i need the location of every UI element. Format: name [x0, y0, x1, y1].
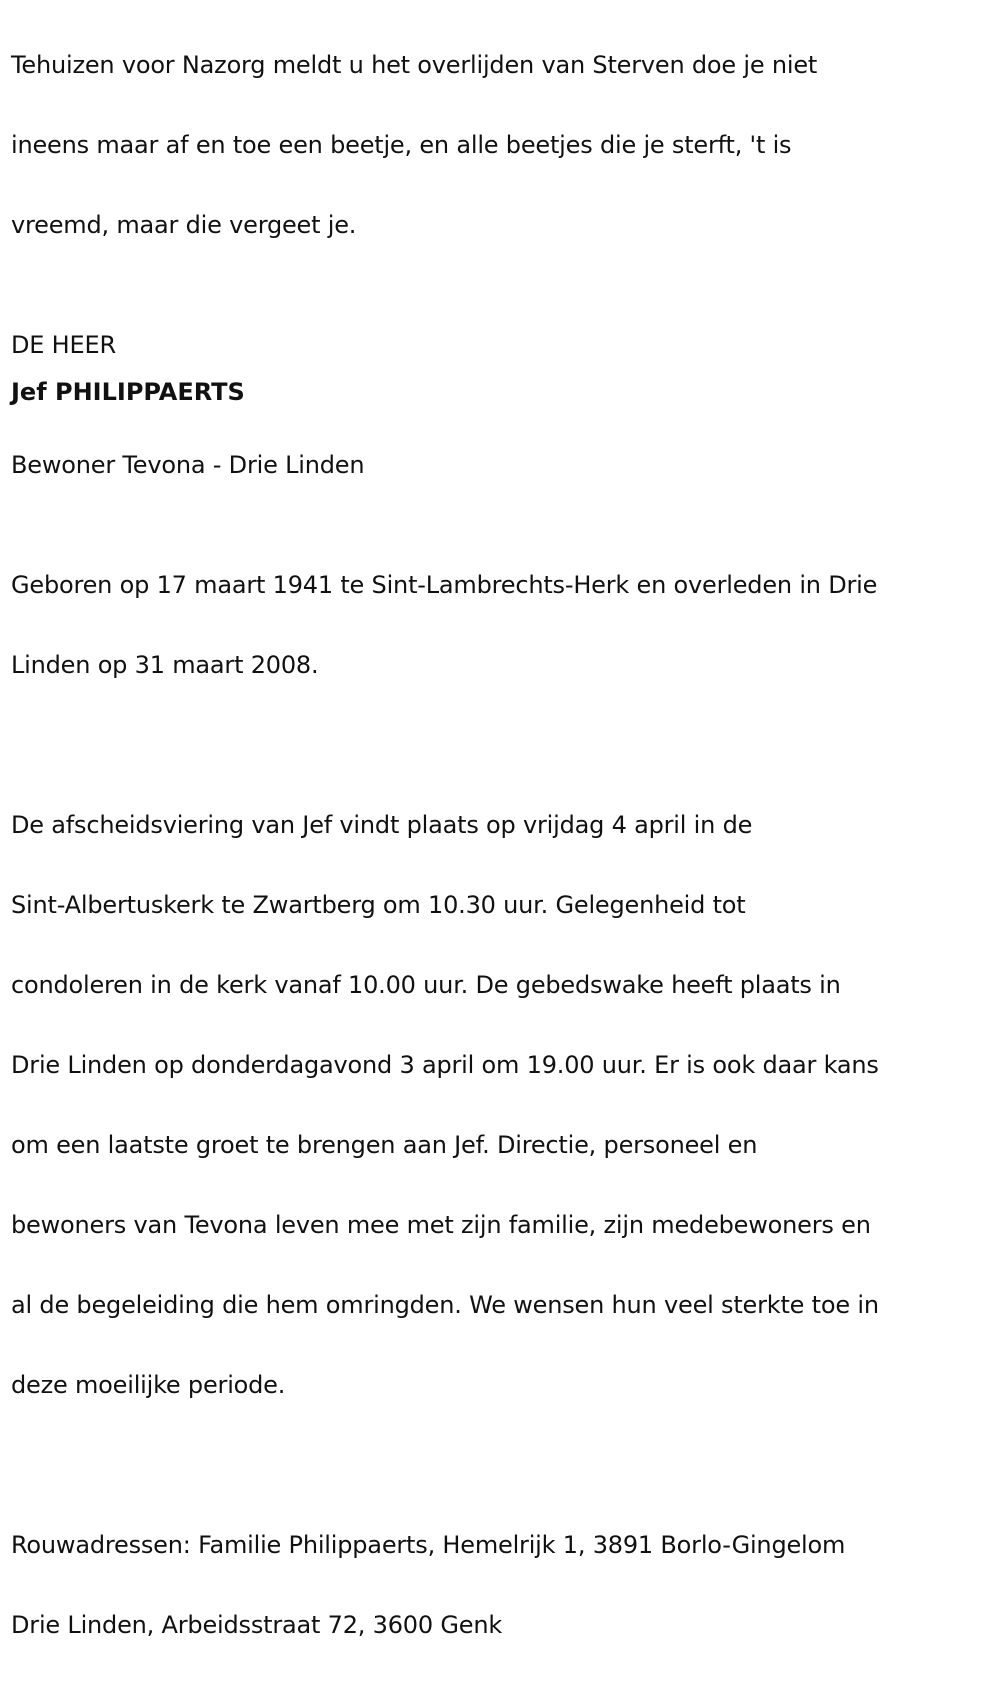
ceremony-paragraph — [11, 765, 996, 1445]
obituary-notice — [11, 5, 996, 1685]
address-line: Rouwadressen: Familie Philippaerts, Hemelrijk 1, 3891 Borlo-Gingelom — [11, 1531, 846, 1559]
deceased-name: Jef PHILIPPAERTS — [11, 378, 245, 406]
residence-line: Bewoner Tevona - Drie Linden — [11, 451, 365, 479]
salutation: DE HEER — [11, 331, 116, 359]
ceremony-line: deze moeilijke periode. — [11, 1371, 286, 1399]
paragraph-gap — [11, 1445, 996, 1485]
ceremony-line: bewoners van Tevona leven mee met zijn familie, zijn medebewoners en — [11, 1211, 871, 1239]
ceremony-line: Drie Linden op donderdagavond 3 april om 19.00 uur. Er is ook daar kans — [11, 1051, 879, 1079]
ceremony-line: al de begeleiding die hem omringden. We wensen hun veel sterkte toe in — [11, 1291, 879, 1319]
ceremony-line: condoleren in de kerk vanaf 10.00 uur. De gebedswake heeft plaats in — [11, 971, 841, 999]
intro-line: vreemd, maar die vergeet je. — [11, 211, 357, 239]
ceremony-line: om een laatste groet te brengen aan Jef. Directie, personeel en — [11, 1131, 758, 1159]
intro-paragraph — [11, 5, 996, 285]
birth-death-line: Linden op 31 maart 2008. — [11, 651, 319, 679]
birth-death-line: Geboren op 17 maart 1941 te Sint-Lambrechts-Herk en overleden in Drie — [11, 571, 878, 599]
birth-death-paragraph — [11, 525, 996, 725]
address-paragraph — [11, 1485, 996, 1685]
address-line: Drie Linden, Arbeidsstraat 72, 3600 Genk — [11, 1611, 503, 1639]
ceremony-line: Sint-Albertuskerk te Zwartberg om 10.30 uur. Gelegenheid tot — [11, 891, 746, 919]
paragraph-gap — [11, 725, 996, 765]
intro-line: ineens maar af en toe een beetje, en alle beetjes die je sterft, 't is — [11, 131, 792, 159]
ceremony-line: De afscheidsviering van Jef vindt plaats op vrijdag 4 april in de — [11, 811, 753, 839]
paragraph-gap — [11, 485, 996, 525]
intro-line: Tehuizen voor Nazorg meldt u het overlijden van Sterven doe je niet — [11, 51, 818, 79]
paragraph-gap — [11, 285, 996, 325]
